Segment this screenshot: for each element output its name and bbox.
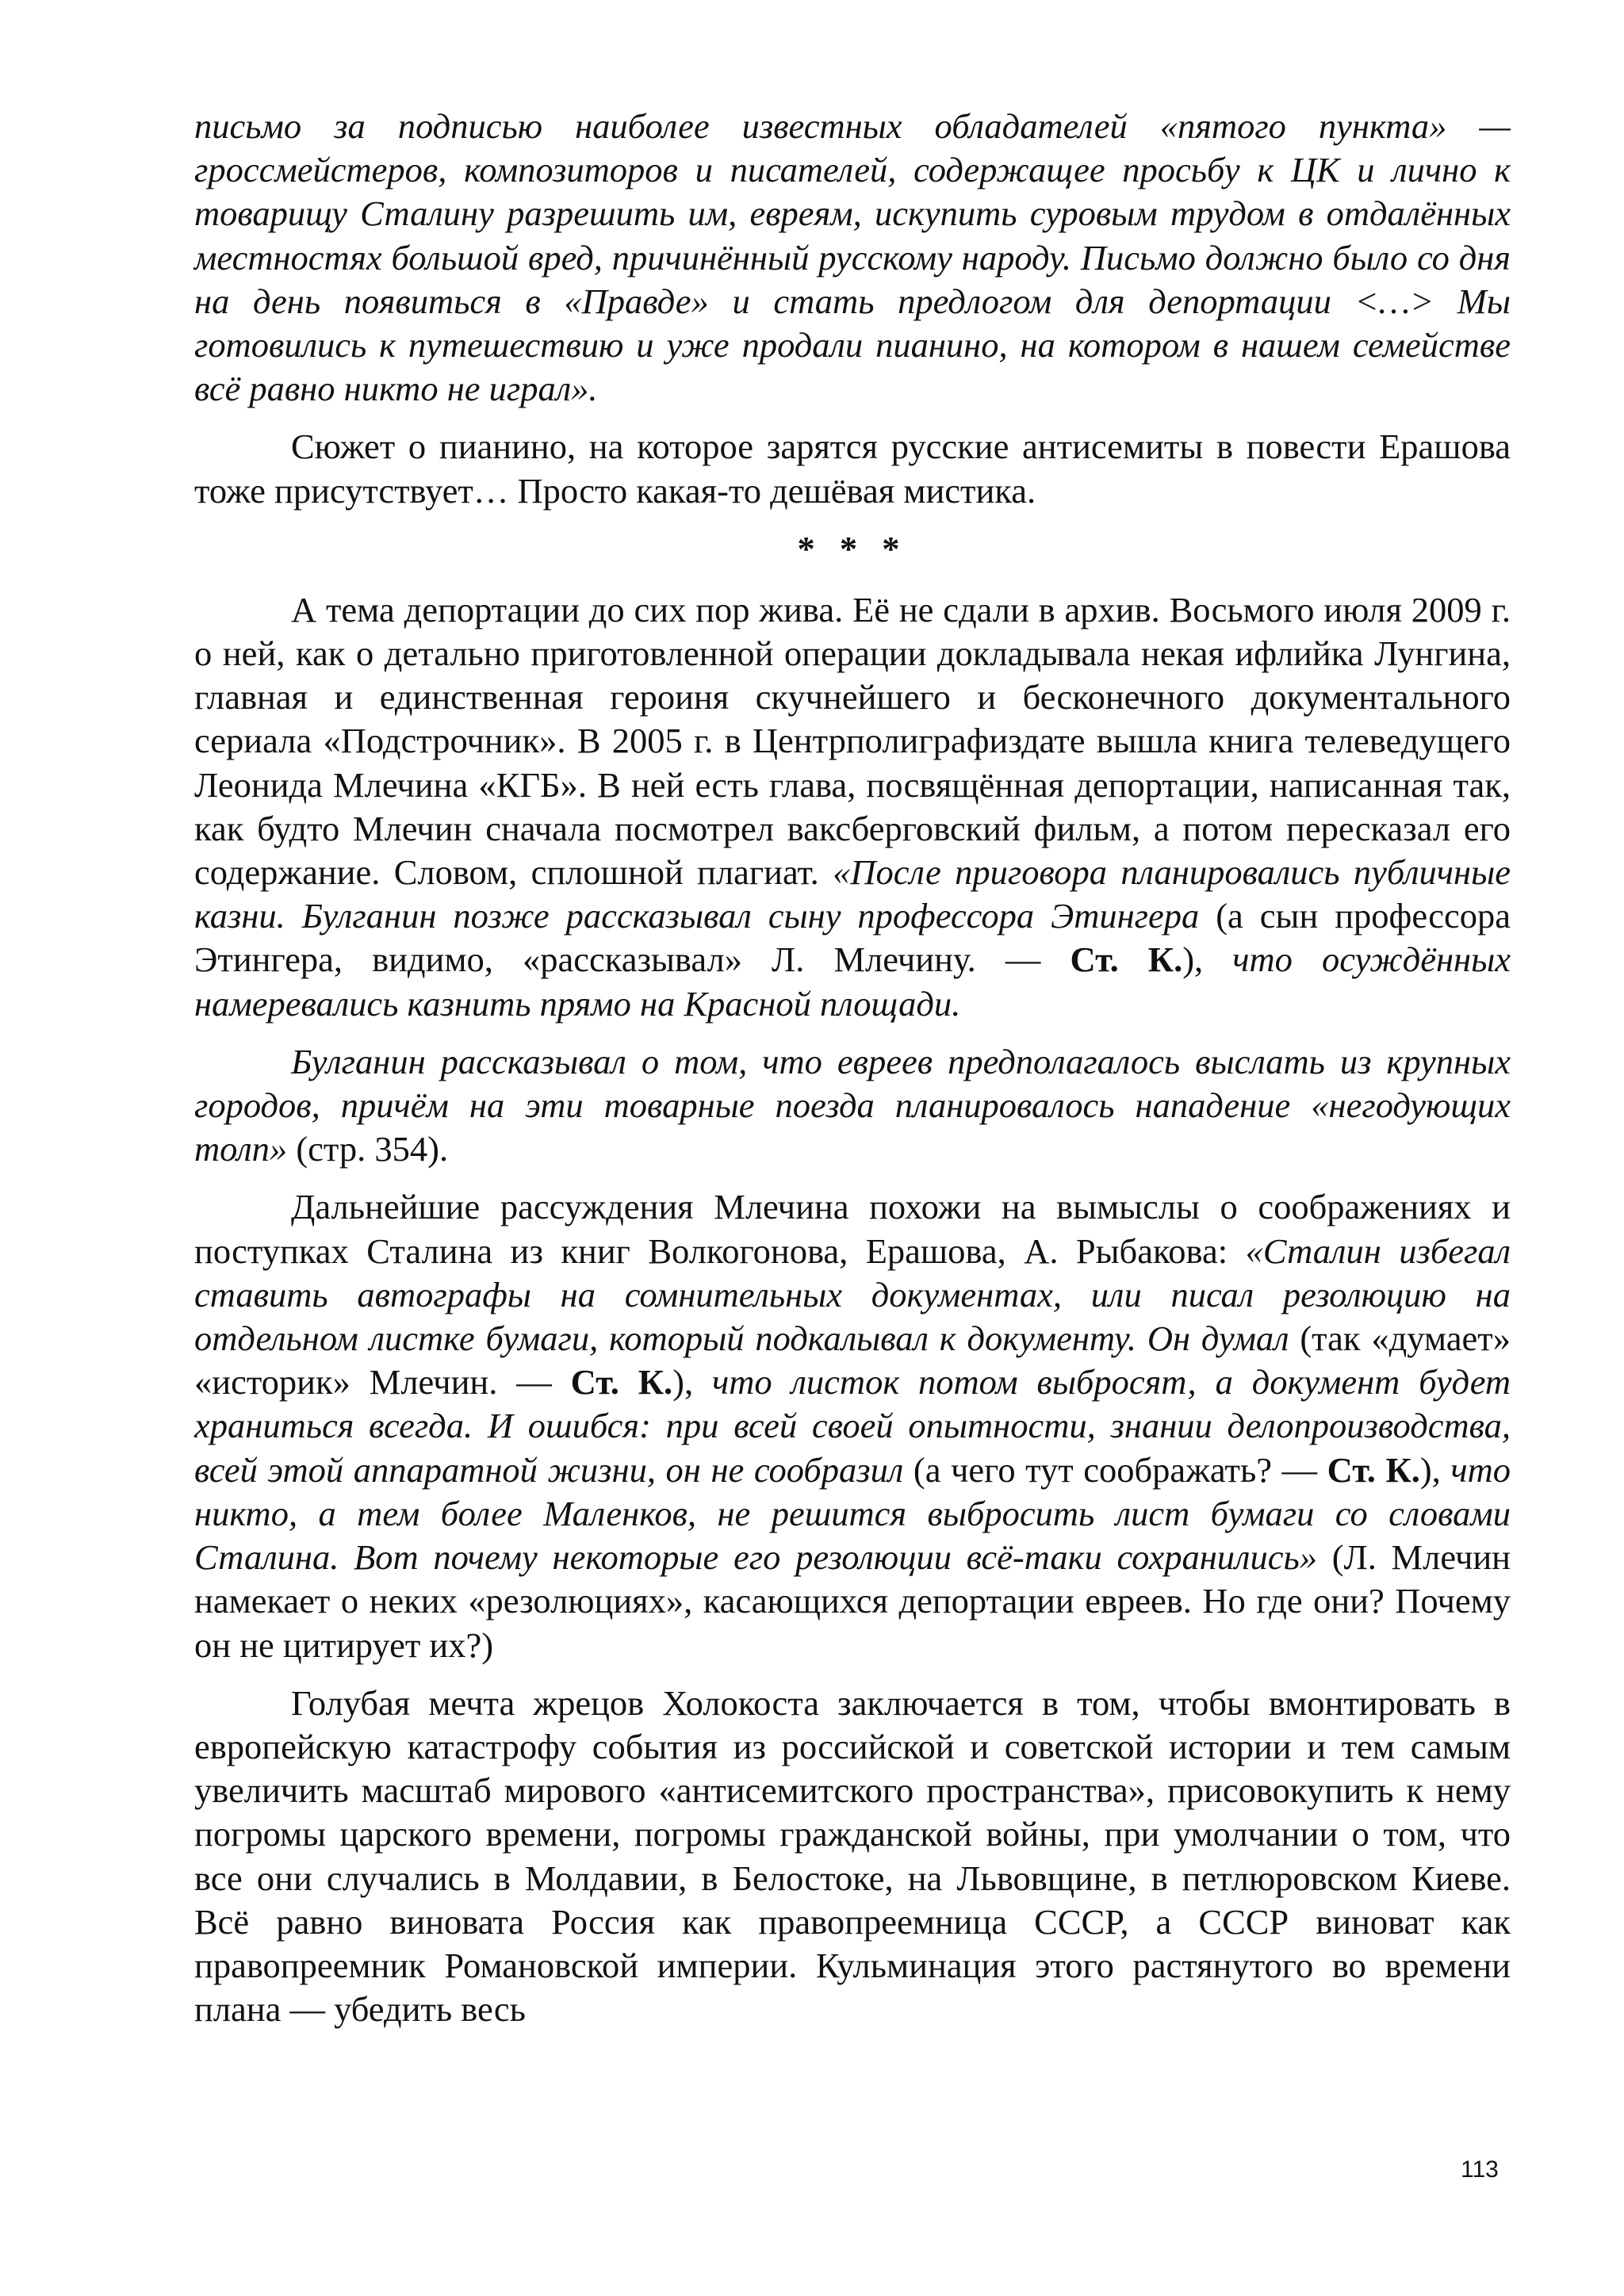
paragraph-mlechin-reasoning	[194, 1185, 1511, 1667]
italic-quote: Булганин рассказывал о том, что евреев предполагалось выслать из крупных городов, причём на эти товарные поезда планировалось нападение «негодующих толп»	[194, 1041, 1511, 1169]
paragraph-deportation-theme	[194, 588, 1511, 1026]
paragraph-text: (так «думает» «историк» Млечин. —	[194, 1318, 1511, 1402]
italic-quote: «После приговора планировались публичные казни. Булганин позже рассказывал сыну профессора Этингера	[194, 852, 1511, 936]
paragraph-text: (а сын профессора Этингера, видимо, «рассказывал» Л. Млечину. —	[194, 896, 1511, 980]
paragraph-text: Голубая мечта жрецов Холокоста заключается в том, чтобы вмонтировать в европейскую катастрофу события из российской и советской истории и тем самым увеличить масштаб мирового «антисемитского пространства», присовокупить к нему погромы царского времени, погромы гражданской войны, при умолчании о том, что все они случались в Молдавии, в Белостоке, на Львовщине, в петлюровском Киеве. Всё равно виновата Россия как правопреемница СССР, а СССР виноват как правопреемник Романовской империи. Кульминация этого растянутого во времени плана — убедить весь	[194, 1682, 1511, 2030]
paragraph-piano-plot	[194, 425, 1511, 512]
paragraph-text: ),	[1182, 939, 1233, 980]
paragraph-text: ),	[672, 1362, 712, 1402]
page-number: 113	[1461, 2156, 1499, 2183]
paragraph-holocaust-dream	[194, 1682, 1511, 2032]
paragraph-quote-letter	[194, 105, 1511, 411]
page-body	[194, 105, 1511, 2045]
author-initials: Ст. К.	[1070, 939, 1183, 980]
paragraph-text: (стр. 354).	[287, 1129, 449, 1169]
paragraph-text: (а чего тут соображать? —	[903, 1449, 1327, 1490]
paragraph-bulganin-quote	[194, 1040, 1511, 1172]
italic-quote: что никто, а тем более Маленков, не решится выбросить лист бумаги со словами Сталина. Вот почему некоторые его резолюции всё-таки сохранились»	[194, 1449, 1511, 1578]
paragraph-text: Дальнейшие рассуждения Млечина похожи на вымыслы о соображениях и поступках Сталина из книг Волкогонова, Ерашова, А. Рыбакова:	[194, 1187, 1511, 1271]
paragraph-text: (Л. Млечин намекает о неких «резолюциях», касающихся депортации евреев. Но где они? Почему он не цитирует их?)	[194, 1537, 1511, 1665]
italic-quote: письмо за подписью наиболее известных обладателей «пятого пункта» — гроссмейстеров, композиторов и писателей, содержащее просьбу к ЦК и лично к товарищу Сталину разрешить им, евреям, искупить суровым трудом в отдалённых местностях большой вред, причинённый русскому народу. Письмо должно было со дня на день появиться в «Правде» и стать предлогом для депортации <…> Мы готовились к путешествию и уже продали пианино, на котором в нашем семействе всё равно никто не играл».	[194, 106, 1511, 409]
italic-quote: «Сталин избегал ставить автографы на сомнительных документах, или писал резолюцию на отдельном листке бумаги, который подкалывал к документу. Он думал	[194, 1230, 1511, 1359]
section-separator: * * *	[797, 528, 908, 568]
author-initials: Ст. К.	[570, 1362, 673, 1402]
paragraph-text: А тема депортации до сих пор жива. Её не сдали в архив. Восьмого июля 2009 г. о ней, как о детально приготовленной операции докладывала некая ифлийка Лунгина, главная и единственная героиня скучнейшего и бесконечного документального сериала «Подстрочник». В 2005 г. в Центрполиграфиздате вышла книга телеведущего Леонида Млечина «КГБ». В ней есть глава, посвящённая депортации, написанная так, как будто Млечин сначала посмотрел ваксберговский фильм, а потом пересказал его содержание. Словом, сплошной плагиат.	[194, 589, 1511, 893]
italic-quote: что осуждённых намеревались казнить прямо на Красной площади.	[194, 939, 1511, 1024]
italic-quote: что листок потом выбросят, а документ будет храниться всегда. И ошибся: при всей своей опытности, знании делопроизводства, всей этой аппаратной жизни, он не сообразил	[194, 1362, 1511, 1490]
author-initials: Ст. К.	[1327, 1449, 1420, 1490]
paragraph-text: ),	[1419, 1449, 1451, 1490]
paragraph-text: Сюжет о пианино, на которое зарятся русские антисемиты в повести Ерашова тоже присутствует… Просто какая-то дешёвая мистика.	[194, 427, 1511, 511]
